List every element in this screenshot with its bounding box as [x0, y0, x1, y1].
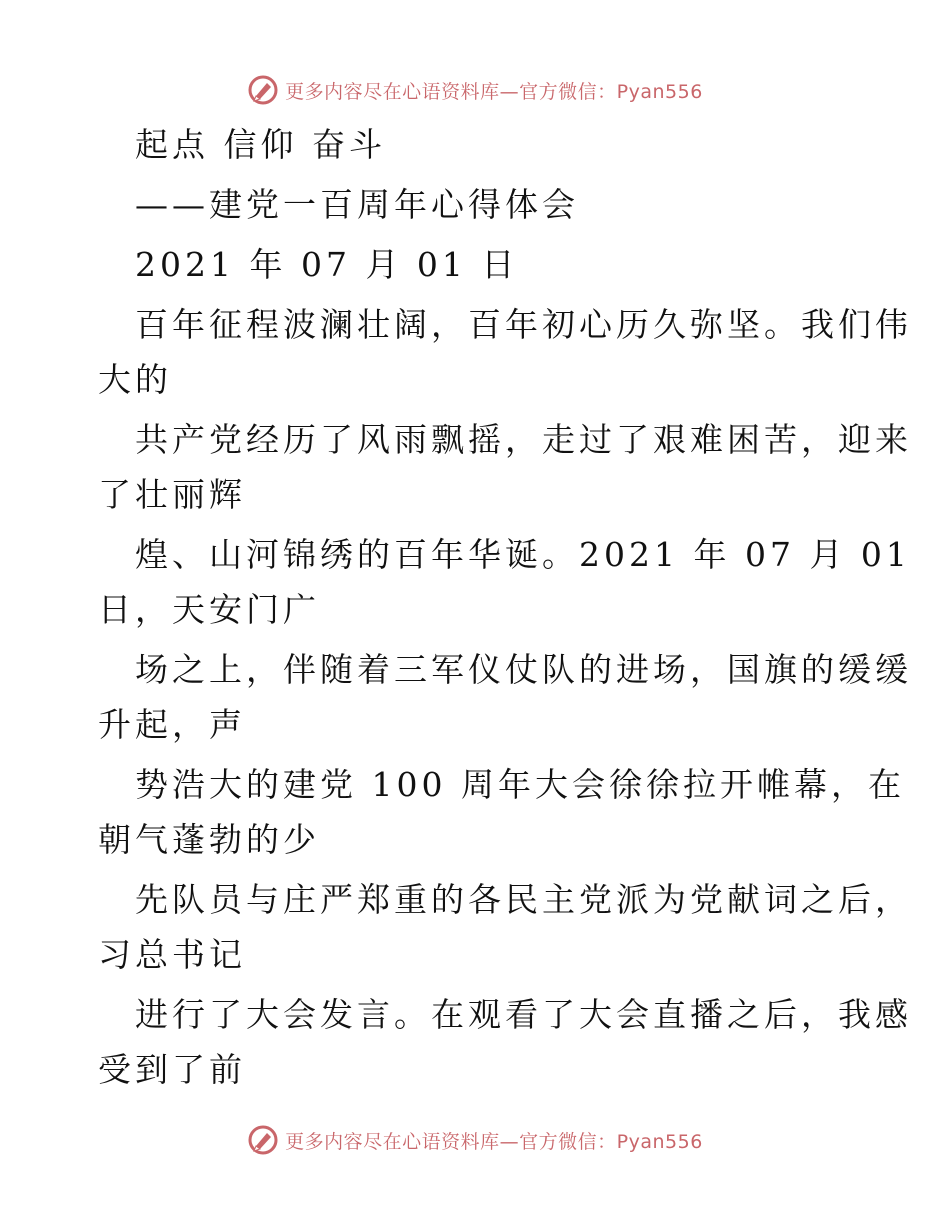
pen-seal-icon [247, 74, 279, 106]
paragraph-line: 煌、山河锦绣的百年华诞。2021 年 07 月 01 [135, 535, 911, 574]
paragraph-line: 共产党经历了风雨飘摇，走过了艰难困苦，迎来 [135, 420, 912, 459]
paragraph-line: 进行了大会发言。在观看了大会直播之后，我感 [135, 995, 912, 1034]
paragraph-line: 日，天安门广 [98, 590, 320, 629]
footer-banner-text: 更多内容尽在心语资料库—官方微信：Pyan556 [285, 1130, 703, 1153]
header-banner [0, 70, 950, 110]
footer-banner [0, 1120, 950, 1160]
paragraph-line: 朝气蓬勃的少 [98, 820, 320, 859]
paragraph-line: 场之上，伴随着三军仪仗队的进场，国旗的缓缓 [135, 650, 912, 689]
paragraph-line: 了壮丽辉 [98, 475, 246, 514]
document-date: 2021 年 07 月 01 日 [135, 245, 519, 284]
paragraph-line: 先队员与庄严郑重的各民主党派为党献词之后， [135, 880, 912, 919]
paragraph-line: 习总书记 [98, 935, 246, 974]
document-title: 起点 信仰 奋斗 [135, 125, 386, 164]
paragraph-line: 升起，声 [98, 705, 246, 744]
paragraph-line: 大的 [98, 360, 172, 399]
paragraph-line: 势浩大的建党 100 周年大会徐徐拉开帷幕，在 [135, 765, 905, 804]
document-subtitle: ——建党一百周年心得体会 [135, 185, 579, 224]
header-banner-text: 更多内容尽在心语资料库—官方微信：Pyan556 [285, 80, 703, 103]
paragraph-line: 受到了前 [98, 1050, 246, 1089]
pen-seal-icon [247, 1124, 279, 1156]
paragraph-line: 百年征程波澜壮阔，百年初心历久弥坚。我们伟 [135, 305, 912, 344]
